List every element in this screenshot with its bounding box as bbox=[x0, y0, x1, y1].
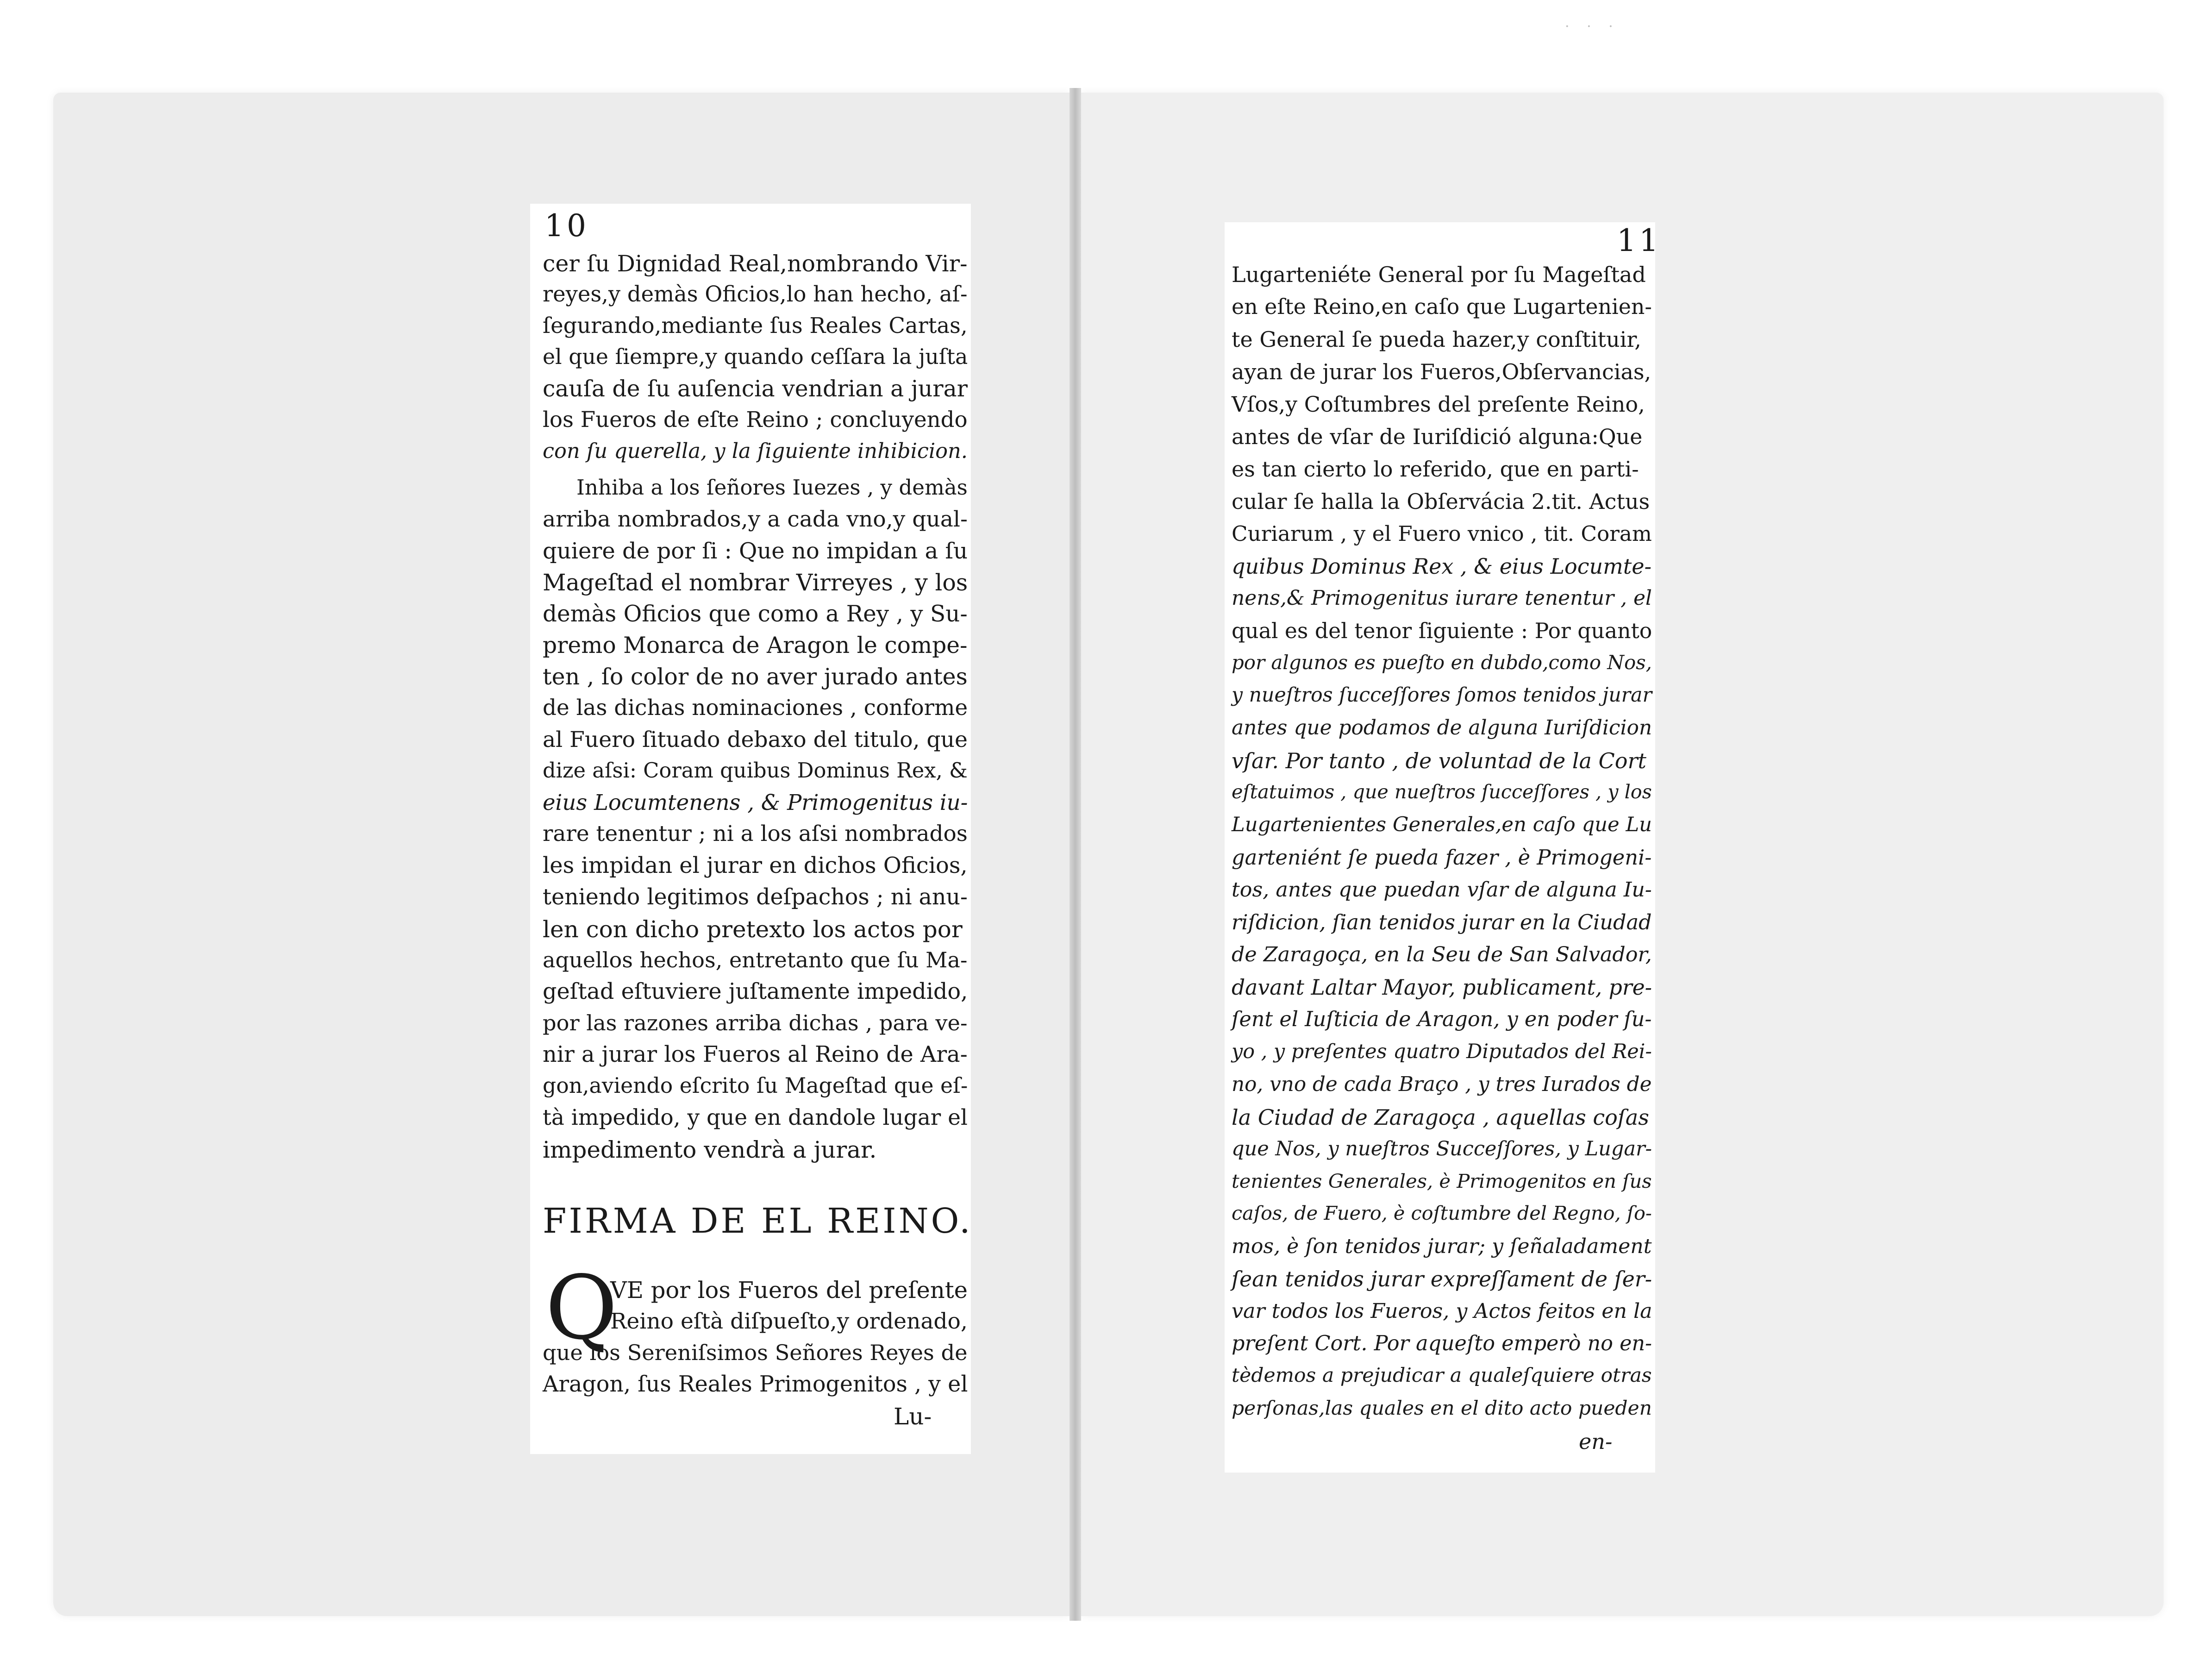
text-line: cauſa de ſu auſencia vendrian a jurar bbox=[543, 376, 968, 402]
text-line: antes que podamos de alguna Iuriſdicion bbox=[1232, 716, 1652, 740]
text-line: Lugartenientes Generales,en caſo que Lu bbox=[1232, 813, 1652, 836]
catchword: en- bbox=[1579, 1429, 1613, 1454]
text-line: Aragon, ſus Reales Primogenitos , y el bbox=[543, 1372, 968, 1397]
text-line: tèdemos a prejudicar a qualeſquiere otras bbox=[1232, 1364, 1652, 1387]
text-line: geſtad eſtuviere juſtamente impedido, bbox=[543, 979, 968, 1004]
text-line: que Nos, y nueſtros Succeſſores, y Lugar- bbox=[1232, 1137, 1652, 1160]
text-line: ſent el Iuſticia de Aragon, y en poder ſu- bbox=[1232, 1008, 1652, 1031]
text-line: es tan cierto lo referido, que en parti- bbox=[1232, 457, 1639, 482]
text-line: ayan de jurar los Fueros,Obſervancias, bbox=[1232, 359, 1652, 384]
text-line: dize aſsi: Coram quibus Dominus Rex, & bbox=[543, 758, 968, 783]
text-line: cular ſe halla la Obſervácia 2.tit. Actus bbox=[1232, 489, 1650, 514]
text-line: qual es del tenor ſiguiente : Por quanto bbox=[1232, 619, 1652, 643]
text-line: teniendo legitimos deſpachos ; ni anu- bbox=[543, 884, 968, 910]
text-line: caſos, de Fuero, è coſtumbre del Regno, ſo- bbox=[1232, 1202, 1652, 1224]
text-line: mos, è ſon tenidos jurar; y ſeñaladament bbox=[1232, 1235, 1652, 1258]
text-line: riſdicion, ſian tenidos jurar en la Ciudad bbox=[1232, 910, 1652, 934]
text-line: quiere de por ſi : Que no impidan a ſu bbox=[543, 538, 968, 564]
text-line: quibus Dominus Rex , & eius Locumte- bbox=[1232, 554, 1652, 579]
text-line: nens,& Primogenitus iurare tenentur , el bbox=[1232, 586, 1652, 610]
text-line: nir a jurar los Fueros al Reino de Ara- bbox=[543, 1042, 968, 1067]
text-line: impedimento vendrà a jurar. bbox=[543, 1136, 877, 1163]
text-line: el que ſiempre,y quando ceſſara la juſta bbox=[543, 345, 968, 369]
text-line: tà impedido, y que en dandole lugar el bbox=[543, 1105, 968, 1130]
text-line: con ſu querella, y la ſiguiente inhibicion. bbox=[543, 439, 968, 463]
text-line: ten , ſo color de no aver jurado antes bbox=[543, 664, 968, 690]
text-line: ſegurando,mediante ſus Reales Cartas, bbox=[543, 313, 968, 338]
text-line: VE por los Fueros del preſente bbox=[610, 1277, 968, 1304]
text-line: yo , y preſentes quatro Diputados del Rei- bbox=[1232, 1040, 1652, 1063]
text-line: de las dichas nominaciones , conforme bbox=[543, 696, 968, 721]
text-line: arriba nombrados,y a cada vno,y qual- bbox=[543, 507, 968, 532]
text-line: por algunos es pueſto en dubdo,como Nos, bbox=[1232, 651, 1652, 674]
text-line: Curiarum , y el Fuero vnico , tit. Coram bbox=[1232, 521, 1652, 546]
text-line: los Fueros de eſte Reino ; concluyendo bbox=[543, 407, 968, 433]
text-line: Lugarteniéte General por ſu Mageſtad bbox=[1232, 262, 1646, 287]
text-line: eius Locumtenens , & Primogenitus iu- bbox=[543, 790, 968, 815]
drop-cap: Q bbox=[545, 1257, 618, 1359]
text-line: y nueſtros ſucceſſores ſomos tenidos jurar bbox=[1232, 683, 1652, 707]
text-line: perſonas,las quales en el dito acto pueden bbox=[1232, 1397, 1652, 1419]
text-line: demàs Oficios que como a Rey , y Su- bbox=[543, 601, 968, 627]
text-line: no, vno de cada Braço , y tres Iurados de bbox=[1232, 1072, 1652, 1096]
right-page-number: 11 bbox=[1617, 223, 1661, 258]
text-line: Inhiba a los ſeñores Iuezes , y demàs bbox=[576, 475, 968, 500]
text-line: Mageſtad el nombrar Virreyes , y los bbox=[543, 569, 968, 596]
text-line: tenientes Generales, è Primogenitos en ſus bbox=[1232, 1170, 1652, 1192]
text-line: te General ſe pueda hazer,y conſtituir, bbox=[1232, 327, 1641, 352]
text-line: Reino eſtà diſpueſto,y ordenado, bbox=[610, 1309, 968, 1334]
book-gutter bbox=[1070, 88, 1081, 1621]
text-line: en eſte Reino,en caſo que Lugartenien- bbox=[1232, 294, 1652, 319]
text-line: ſean tenidos jurar expreſſament de ſer- bbox=[1232, 1266, 1652, 1291]
text-line: vſar. Por tanto , de voluntad de la Cort bbox=[1232, 748, 1646, 773]
text-line: de Zaragoça, en la Seu de San Salvador, bbox=[1232, 943, 1652, 966]
text-line: les impidan el jurar en dichos Oficios, bbox=[543, 853, 968, 878]
text-line: len con dicho pretexto los actos por bbox=[543, 916, 963, 943]
text-line: eſtatuimos , que nueſtros ſucceſſores , y los bbox=[1232, 781, 1652, 803]
text-line: var todos los Fueros, y Actos feitos en la bbox=[1232, 1299, 1652, 1323]
text-line: gon,aviendo eſcrito ſu Mageſtad que eſ- bbox=[543, 1073, 968, 1098]
text-line: Vſos,y Coſtumbres del preſente Reino, bbox=[1232, 392, 1645, 417]
text-line: garteniént ſe pueda fazer , è Primogeni- bbox=[1232, 846, 1652, 870]
text-line: que los Sereniſsimos Señores Reyes de bbox=[543, 1340, 968, 1365]
text-line: cer ſu Dignidad Real,nombrando Vir- bbox=[543, 251, 968, 277]
text-line: premo Monarca de Aragon le compe- bbox=[543, 633, 968, 658]
section-heading: FIRMA DE EL REINO. bbox=[543, 1201, 973, 1241]
text-line: tos, antes que puedan vſar de alguna Iu- bbox=[1232, 878, 1652, 902]
corner-marks: · · · bbox=[1565, 19, 1620, 35]
text-line: antes de vſar de Iuriſdició alguna:Que bbox=[1232, 424, 1643, 449]
text-line: aquellos hechos, entretanto que ſu Ma- bbox=[543, 947, 968, 972]
left-page-number: 10 bbox=[544, 208, 589, 244]
text-line: por las razones arriba dichas , para ve- bbox=[543, 1010, 968, 1035]
text-line: al Fuero ſituado debaxo del titulo, que bbox=[543, 727, 968, 752]
text-line: la Ciudad de Zaragoça , aquellas coſas bbox=[1232, 1105, 1649, 1130]
catchword: Lu- bbox=[894, 1403, 932, 1430]
text-line: reyes,y demàs Oficios,lo han hecho, aſ- bbox=[543, 282, 968, 307]
text-line: preſent Cort. Por aqueſto emperò no en- bbox=[1232, 1332, 1652, 1355]
text-line: davant Laltar Mayor, publicament, pre- bbox=[1232, 975, 1652, 1000]
text-line: rare tenentur ; ni a los aſsi nombrados bbox=[543, 821, 968, 846]
